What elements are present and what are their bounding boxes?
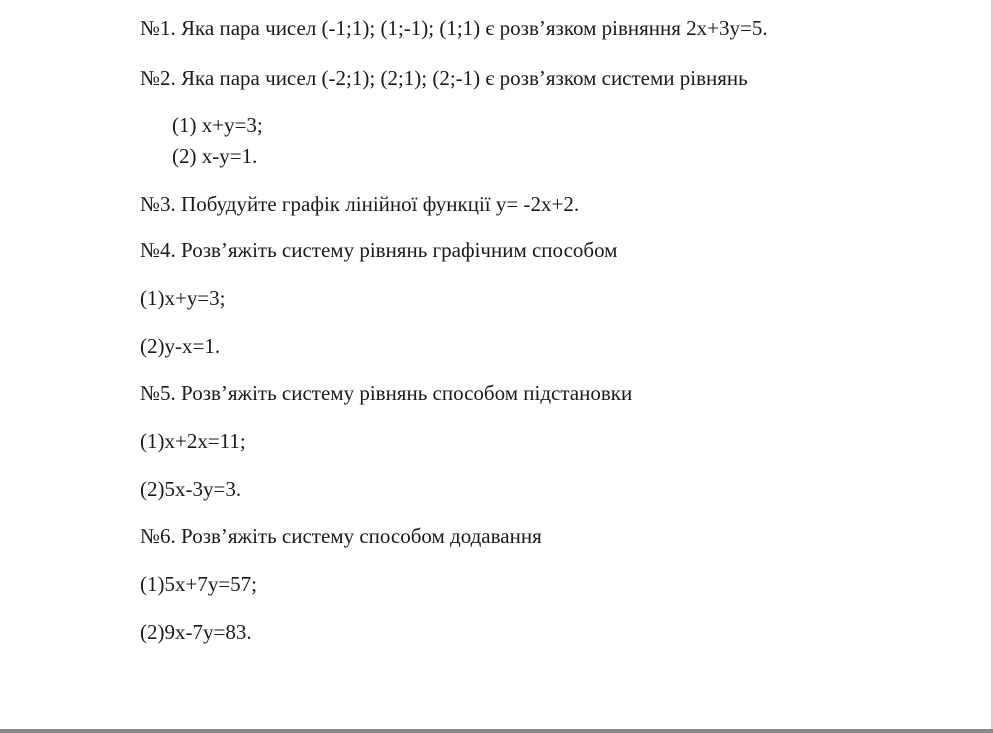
task-5-equation-2: (2)5х-3у=3.: [140, 477, 242, 501]
task-4-heading: №4. Розв’яжіть систему рівнянь графічним способом: [140, 238, 618, 262]
task-2-equation-1: (1) х+у=3;: [172, 113, 263, 137]
task-6-equation-2: (2)9х-7у=83.: [140, 620, 252, 644]
task-5-heading: №5. Розв’яжіть систему рівнянь способом підстановки: [140, 381, 633, 405]
task-6-equation-1: (1)5х+7у=57;: [140, 572, 258, 596]
task-2-equation-2: (2) х-у=1.: [172, 144, 258, 168]
task-6-heading: №6. Розв’яжіть систему способом додавання: [140, 524, 542, 548]
task-4-equation-2: (2)у-х=1.: [140, 334, 221, 358]
page-bottom-edge: [0, 729, 993, 733]
task-3-heading: №3. Побудуйте графік лінійної функції у= -2х+2.: [140, 192, 580, 216]
task-4-equation-1: (1)х+у=3;: [140, 286, 226, 310]
task-2-heading: №2. Яка пара чисел (-2;1); (2;1); (2;-1) є розв’язком системи рівнянь: [140, 66, 748, 90]
task-1-heading: №1. Яка пара чисел (-1;1); (1;-1); (1;1) є розв’язком рівняння 2х+3у=5.: [140, 16, 768, 40]
task-5-equation-1: (1)х+2х=11;: [140, 429, 246, 453]
